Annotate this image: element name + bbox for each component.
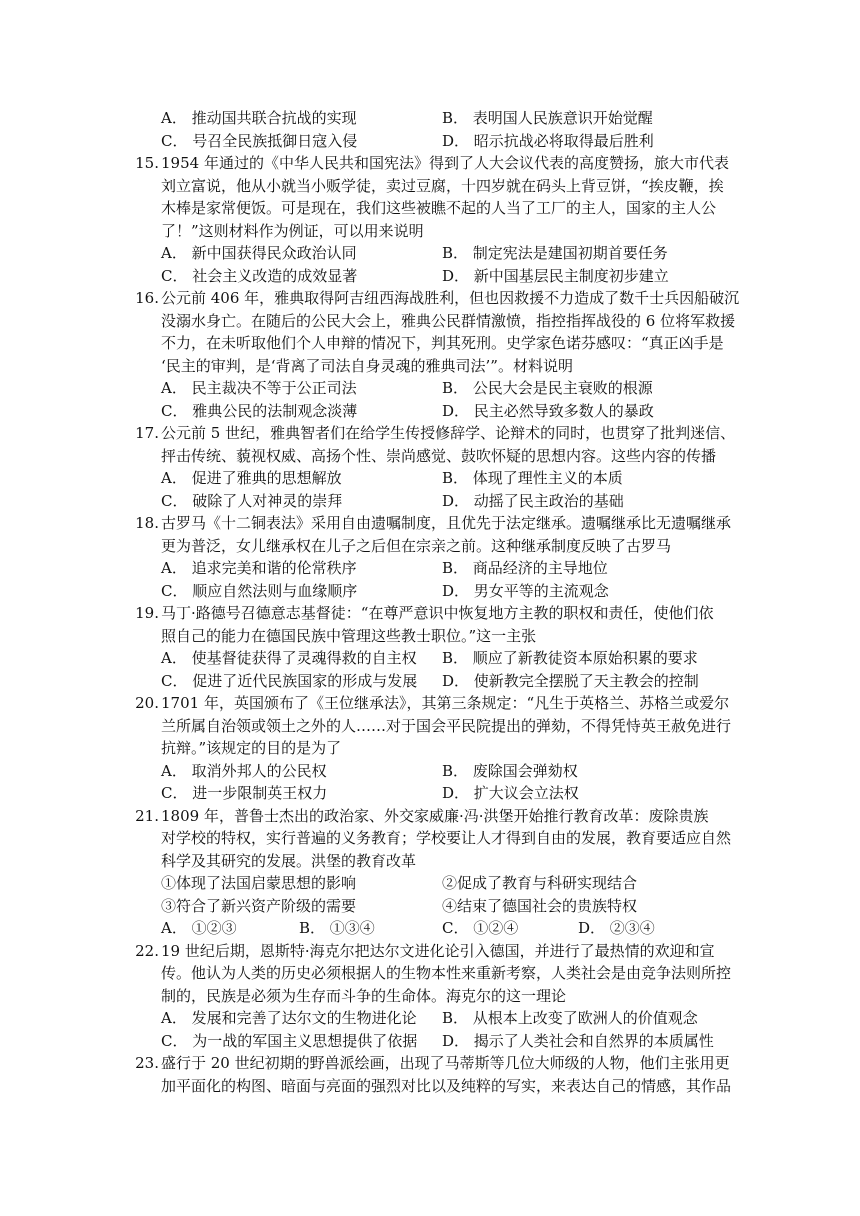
statement-item: ④结束了德国社会的贵族特权	[442, 896, 638, 915]
answer-option: A． 新中国获得民众政治认同	[161, 244, 357, 262]
question-text: 加平面化的构图、暗面与亮面的强烈对比以及纯粹的写实，来表达自己的情感，其作品	[161, 1076, 732, 1095]
answer-option: C． 为一战的军国主义思想提供了依据	[161, 1031, 418, 1050]
question-number: 18.	[135, 514, 159, 532]
option-row	[0, 242, 860, 264]
question-text: 抗辩。”该规定的目的是为了	[161, 739, 342, 757]
option-row	[0, 647, 860, 669]
answer-option: D． 揭示了人类社会和自然界的本质属性	[442, 1031, 714, 1050]
option-row	[0, 377, 860, 399]
answer-option: B． 表明国人民族意识开始觉醒	[442, 109, 653, 127]
question-stem-continuation	[0, 850, 860, 872]
question-text: 不力，在未听取他们个人申辩的情况下，判其死刑。史学家色诺芬感叹：“真正凶手是	[161, 334, 724, 352]
question-text: 科学及其研究的发展。洪堡的教育改革	[161, 851, 417, 870]
question-text: 没溺水身亡。在随后的公民大会上，雅典公民群情激愤，指控指挥战役的 6 位将军救援	[161, 311, 736, 330]
question-stem-line	[0, 805, 860, 827]
option-row	[0, 107, 860, 129]
answer-option: C． ①②④	[442, 919, 519, 937]
question-stem-line	[0, 152, 860, 174]
question-stem-continuation	[0, 175, 860, 197]
question-stem-continuation	[0, 737, 860, 759]
answer-option: A． ①②③	[161, 919, 237, 937]
question-text: 马丁·路德号召德意志基督徒：“在尊严意识中恢复地方主教的职权和责任，使他们依	[161, 604, 714, 622]
answer-option: C． 进一步限制英王权力	[161, 784, 328, 802]
option-row	[0, 265, 860, 287]
question-stem-continuation	[0, 355, 860, 377]
answer-option: B． 从根本上改变了欧洲人的价值观念	[442, 1009, 698, 1027]
answer-option: C． 号召全民族抵御日寇入侵	[161, 131, 358, 150]
question-stem-continuation	[0, 332, 860, 354]
option-row	[0, 400, 860, 422]
option-row	[0, 490, 860, 512]
question-text: 19 世纪后期，恩斯特·海克尔把达尔文进化论引入德国，并进行了最热情的欢迎和宣	[161, 941, 715, 960]
answer-option: A． 促进了雅典的思想解放	[161, 469, 342, 487]
question-number: 19.	[135, 604, 159, 622]
answer-option: B． 顺应了新教徒资本原始积累的要求	[442, 649, 698, 667]
question-stem-continuation	[0, 220, 860, 242]
answer-option: D． 使新教完全摆脱了天主教会的控制	[442, 671, 699, 690]
answer-option: D． ②③④	[578, 919, 655, 937]
question-stem-continuation	[0, 625, 860, 647]
question-number: 15.	[135, 154, 159, 172]
answer-option: C． 破除了人对神灵的崇拜	[161, 491, 343, 510]
option-row	[0, 782, 860, 804]
option-row	[0, 130, 860, 152]
question-stem-continuation	[0, 445, 860, 467]
statement-item: ①体现了法国启蒙思想的影响	[161, 874, 357, 892]
statement-item: ②促成了教育与科研实现结合	[442, 874, 638, 892]
answer-option: B． 废除国会弹劾权	[442, 761, 578, 780]
statement-row	[0, 872, 860, 894]
answer-option: C． 促进了近代民族国家的形成与发展	[161, 671, 418, 690]
answer-option: A． 使基督徒获得了灵魂得救的自主权	[161, 649, 417, 667]
question-stem-continuation	[0, 310, 860, 332]
option-row	[0, 760, 860, 782]
question-stem-line	[0, 1052, 860, 1074]
question-number: 22.	[135, 941, 159, 960]
question-stem-line	[0, 287, 860, 309]
question-text: 了！”这则材料作为例证，可以用来说明	[161, 221, 424, 240]
option-row	[0, 917, 860, 939]
question-stem-line	[0, 422, 860, 444]
option-row	[0, 1030, 860, 1052]
question-text: 公元前 406 年，雅典取得阿吉纽西海战胜利，但也因救援不力造成了数千士兵因船破沉	[161, 289, 740, 307]
answer-option: B． ①③④	[299, 919, 375, 937]
question-text: 传。他认为人类的历史必须根据人的生物本性来重新考察，人类社会是由竞争法则所控	[161, 964, 732, 982]
question-text: ‘民主的审判，是‘背离了司法自身灵魂的雅典司法’”。材料说明	[161, 356, 573, 375]
answer-option: D． 男女平等的主流观念	[442, 581, 609, 600]
answer-option: D． 昭示抗战必将取得最后胜利	[442, 131, 654, 150]
question-text: 1954 年通过的《中华人民共和国宪法》得到了人大会议代表的高度赞扬，旅大市代表	[161, 154, 729, 172]
question-text: 照自己的能力在德国民族中管理这些教士职位。”这一主张	[161, 626, 537, 645]
statement-row	[0, 895, 860, 917]
answer-option: A． 追求完美和谐的伦常秩序	[161, 559, 357, 577]
answer-option: A． 推动国共联合抗战的实现	[161, 109, 357, 127]
question-text: 刘立富说，他从小就当小贩学徒，卖过豆腐，十四岁就在码头上背豆饼，“挨皮鞭，挨	[161, 176, 724, 195]
answer-option: B． 商品经济的主导地位	[442, 559, 608, 577]
answer-option: D． 扩大议会立法权	[442, 784, 579, 802]
option-row	[0, 467, 860, 489]
question-text: 古罗马《十二铜表法》采用自由遗嘱制度，且优先于法定继承。遗嘱继承比无遗嘱继承	[161, 514, 732, 532]
question-text: 对学校的特权，实行普遍的义务教育；学校要让人才得到自由的发展，教育要适应自然	[161, 829, 732, 847]
question-stem-line	[0, 602, 860, 624]
question-text: 公元前 5 世纪，雅典智者们在给学生传授修辞学、论辩术的同时，也贯穿了批判迷信、	[161, 424, 736, 442]
option-row	[0, 580, 860, 602]
question-number: 23.	[135, 1054, 159, 1072]
option-row	[0, 670, 860, 692]
question-text: 1809 年，普鲁士杰出的政治家、外交家威廉·冯·洪堡开始推行教育改革：废除贵族	[161, 806, 709, 825]
answer-option: C． 顺应自然法则与血缘顺序	[161, 581, 358, 600]
question-number: 21.	[135, 806, 159, 825]
question-stem-continuation	[0, 962, 860, 984]
answer-option: C． 雅典公民的法制观念淡薄	[161, 401, 358, 420]
option-row	[0, 1007, 860, 1029]
question-text: 木棒是家常便饭。可是现在，我们这些被瞧不起的人当了工厂的主人，国家的主人公	[161, 199, 717, 217]
answer-option: A． 民主裁决不等于公正司法	[161, 379, 357, 397]
question-stem-continuation	[0, 715, 860, 737]
question-number: 17.	[135, 424, 159, 442]
answer-option: A． 发展和完善了达尔文的生物进化论	[161, 1009, 417, 1027]
question-stem-line	[0, 940, 860, 962]
answer-option: D． 动摇了民主政治的基础	[442, 491, 624, 510]
question-text: 1701 年，英国颁布了《王位继承法》，其第三条规定：“凡生于英格兰、苏格兰或爱尔	[161, 694, 730, 712]
answer-option: D． 新中国基层民主制度初步建立	[442, 266, 669, 285]
option-row	[0, 557, 860, 579]
question-text: 抨击传统、藐视权威、高扬个性、崇尚感觉、鼓吹怀疑的思想内容。这些内容的传播	[161, 446, 717, 465]
answer-option: A． 取消外邦人的公民权	[161, 761, 327, 780]
question-number: 20.	[135, 694, 159, 712]
question-stem-continuation	[0, 827, 860, 849]
answer-option: C． 社会主义改造的成效显著	[161, 266, 358, 285]
question-stem-continuation	[0, 1075, 860, 1097]
question-text: 盛行于 20 世纪初期的野兽派绘画，出现了马蒂斯等几位大师级的人物，他们主张用更	[161, 1054, 730, 1072]
question-stem-continuation	[0, 197, 860, 219]
question-stem-line	[0, 692, 860, 714]
statement-item: ③符合了新兴资产阶级的需要	[161, 896, 357, 915]
question-text: 兰所属自治领或领土之外的人……对于国会平民院提出的弹劾，不得凭恃英王赦免进行	[161, 716, 732, 735]
question-number: 16.	[135, 289, 159, 307]
question-text: 更为普泛，女儿继承权在儿子之后但在宗亲之前。这种继承制度反映了古罗马	[161, 536, 672, 555]
question-stem-continuation	[0, 535, 860, 557]
answer-option: B． 体现了理性主义的本质	[442, 469, 623, 487]
question-stem-continuation	[0, 985, 860, 1007]
question-stem-line	[0, 512, 860, 534]
question-text: 制的，民族是必须为生存而斗争的生命体。海克尔的这一理论	[161, 986, 567, 1005]
answer-option: D． 民主必然导致多数人的暴政	[442, 401, 654, 420]
answer-option: B． 公民大会是民主衰败的根源	[442, 379, 653, 397]
answer-option: B． 制定宪法是建国初期首要任务	[442, 244, 668, 262]
